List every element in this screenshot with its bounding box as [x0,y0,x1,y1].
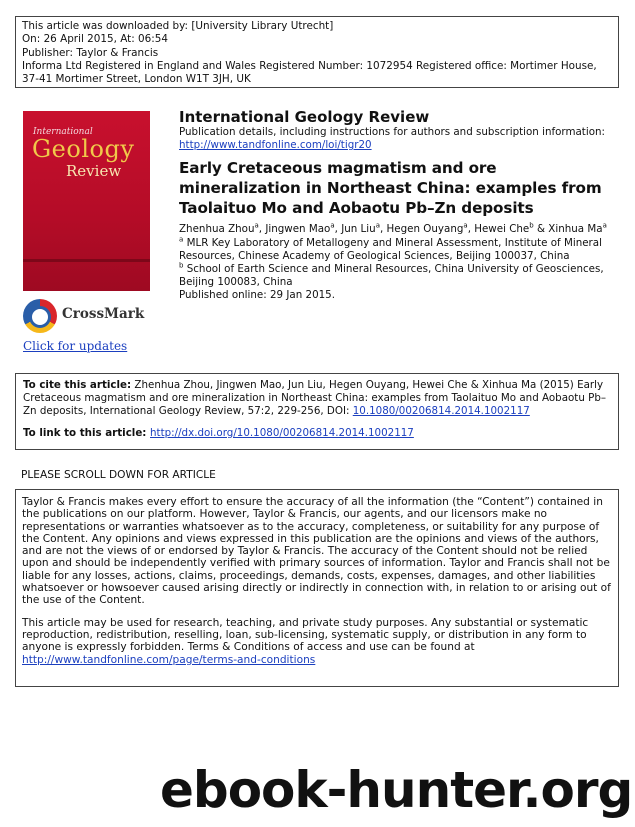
cover-line-2: Geology [32,135,135,163]
cover-line-3: Review [66,162,122,180]
download-line-1: This article was downloaded by: [University Library Utrecht] [22,20,334,32]
disclaimer-box [15,489,619,687]
author-name: Jun Liu [341,223,376,236]
author-separator: & [533,223,549,236]
author-separator: , [467,223,475,236]
author-list [179,223,619,236]
author-name: Hegen Ouyang [386,223,464,236]
journal-link[interactable]: http://www.tandfonline.com/loi/tigr20 [179,139,372,152]
author-name: Zhenhua Zhou [179,223,255,236]
citation-box [15,373,619,450]
author-name: Xinhua Ma [548,223,603,236]
author-separator: , [258,223,266,236]
author-affiliation-mark: a [375,221,380,230]
download-line-3: Publisher: Taylor & Francis [22,46,159,59]
author-name: Jingwen Mao [265,223,331,236]
cover-line-1: International [33,127,93,137]
disclaimer-paragraph-1: Taylor & Francis makes every effort to ensure the accuracy of all the information (the “Content”) contained in the publications on our platform. However, Taylor & Francis, our agents, and our licensors make no representations or warranties whatsoever as to the accuracy, completeness, or suitability for any purpose of the Content. Any opinions and views expressed in this publication are the opinions and views of the authors, and are not the views of or endorsed by Taylor & Francis. The accuracy of the Content should not be relied upon and should be independently verified with primary sources of information. Taylor and Francis shall not be liable for any losses, actions, claims, proceedings, demands, costs, expenses, damages, and other liabilities whatsoever or howsoever caused arising directly or indirectly in connection with, in relation to or arising out of the use of the Content. [22,496,611,607]
article-header [179,108,619,303]
download-line-4: Informa Ltd Registered in England and Wales Registered Number: 1072954 Registered office: Mortimer House, [22,59,597,72]
journal-name: International Geology Review [179,108,430,126]
publication-details: Publication details, including instructions for authors and subscription information: [179,126,605,138]
author-affiliation-mark: a [602,221,607,230]
crossmark-label: CrossMark [62,306,145,322]
cite-text: Zhenhua Zhou, Jingwen Mao, Jun Liu, Hegen Ouyang, Hewei Che & Xinhua Ma (2015) Early Cretaceous magmatism and ore mineralization in Northeast China: examples from Taolaituo Mo and Aobaotu Pb–Zn deposits, International Geology Review, 57:2, 229-256, DOI: [23,379,607,418]
published-date: Published online: 29 Jan 2015. [179,289,335,302]
author-separator: , [379,223,387,236]
author-name: Hewei Che [474,223,530,236]
click-for-updates-link[interactable]: Click for updates [23,339,128,353]
author-affiliation-mark: a [330,221,335,230]
doi-link[interactable]: 10.1080/00206814.2014.1002117 [352,405,530,418]
article-link[interactable]: http://dx.doi.org/10.1080/00206814.2014.1002117 [150,426,414,439]
download-line-2: On: 26 April 2015, At: 06:54 [22,33,168,46]
watermark-text: ebook-hunter.org [160,761,633,819]
crossmark-badge[interactable] [23,298,145,336]
link-label: To link to this article: [23,426,151,439]
cite-label: To cite this article: [23,379,132,391]
author-affiliation-mark: b [529,221,534,230]
journal-cover-image[interactable] [23,111,150,291]
download-info-box [15,16,619,88]
author-affiliation-mark: a [463,221,468,230]
affiliation-a: $^a$ MLR Key Laboratory of Metallogeny and Mineral Assessment, Institute of Mineral Resources, Chinese Academy of Geological Sciences, Beijing 100037, China [179,235,602,262]
author-affiliation-mark: a [254,221,259,230]
cover-band [23,259,150,262]
crossmark-icon [23,299,57,333]
article-title: Early Cretaceous magmatism and ore mineralization in Northeast China: examples from Taolaituo Mo and Aobaotu Pb–Zn deposits [179,159,602,218]
affiliation-b: $^b$ School of Earth Science and Mineral Resources, China University of Geosciences, Beijing 100083, China [179,261,604,289]
terms-link[interactable]: http://www.tandfonline.com/page/terms-and-conditions [22,653,316,666]
scroll-notice: PLEASE SCROLL DOWN FOR ARTICLE [21,469,216,481]
download-line-5: 37-41 Mortimer Street, London W1T 3JH, UK [22,73,251,86]
disclaimer-paragraph-2: This article may be used for research, teaching, and private study purposes. Any substantial or systematic reproduction, redistribution, reselling, loan, sub-licensing, systematic supply, or distribution in any form to anyone is expressly forbidden. Terms & Conditions of access and use can be found at [22,616,589,654]
author-separator: , [334,223,342,236]
